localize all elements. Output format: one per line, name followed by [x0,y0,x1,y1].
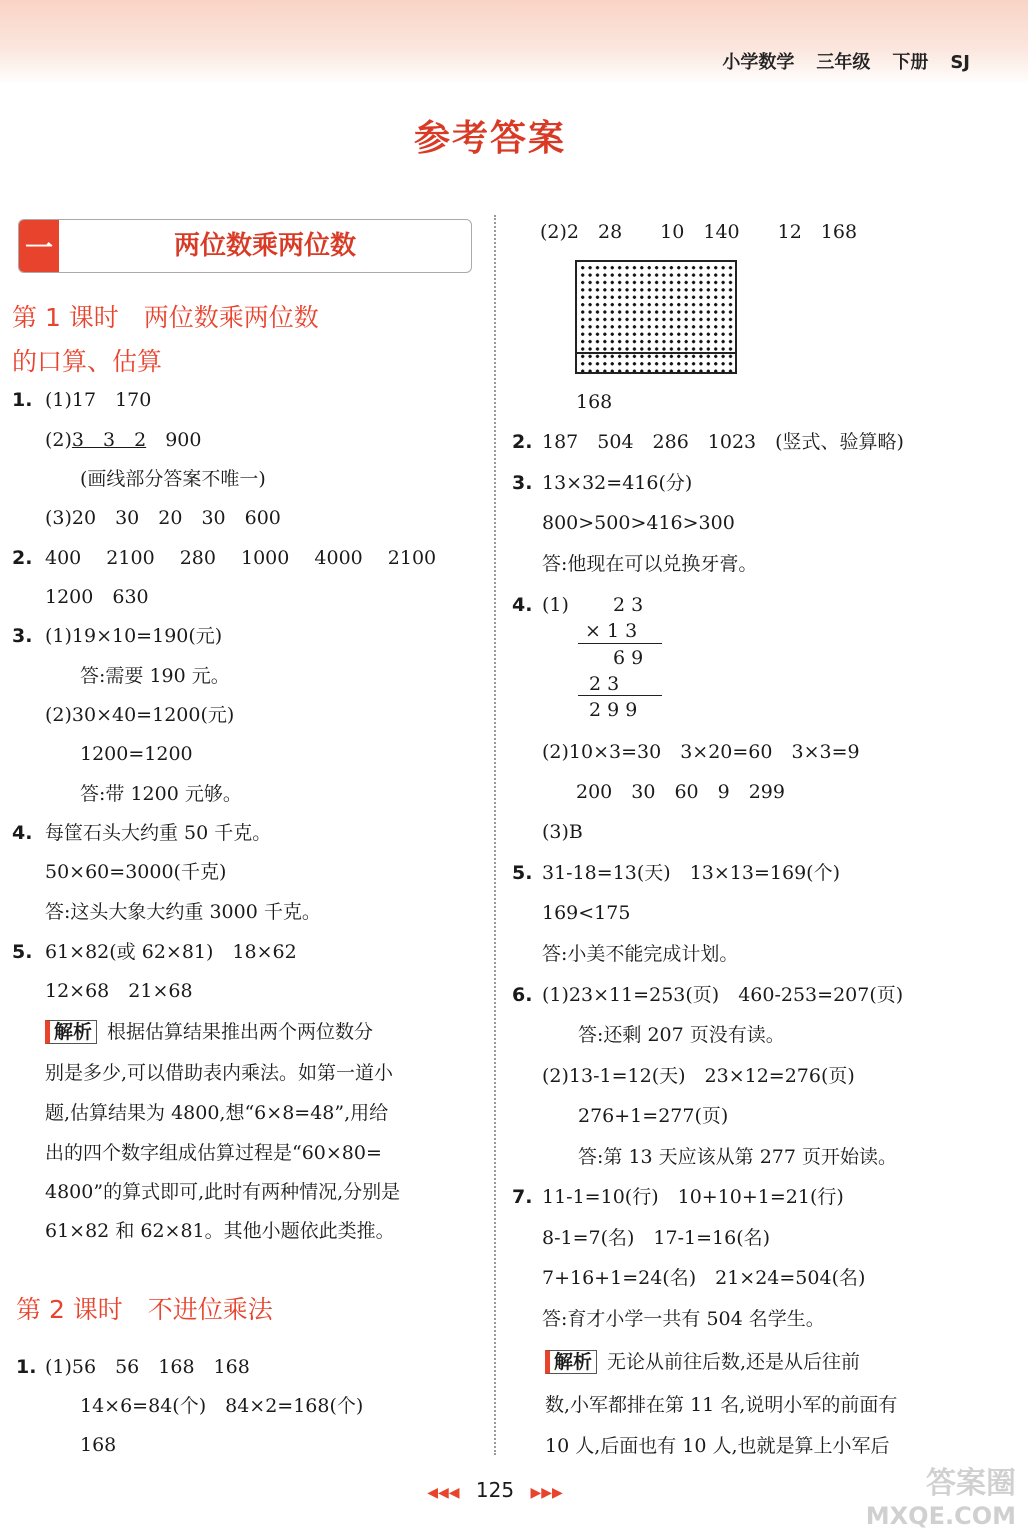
page-number: 125 [475,1478,515,1502]
m1-line1: (1)56 56 168 168 [45,1356,250,1378]
q1-part2 [45,428,201,452]
vertical-mult-row4: 2 3 [589,673,620,695]
analysis-tag: 解析 [45,1020,97,1044]
r-analysis-line2: 数,小军都排在第 11 名,说明小军的前面有 [545,1394,898,1416]
r5-line3: 答:小美不能完成计划。 [542,943,739,965]
book-header [700,48,970,74]
q3-line4: 1200=1200 [80,743,193,765]
prev-arrows-icon: ◀◀◀ [427,1485,460,1501]
q5-line2: 12×68 21×68 [45,980,193,1002]
m1-line2: 14×6=84(个) 84×2=168(个) [80,1395,364,1417]
watermark-line1: 答案圈 [926,1466,1016,1501]
q1-part2-suffix: 900 [146,429,202,451]
analysis-line6: 61×82 和 62×81。其他小题依此类推。 [45,1220,395,1242]
unit-banner [18,219,472,273]
vertical-mult-row1: 2 3 [613,594,644,616]
q1-note: (画线部分答案不唯一) [80,468,266,490]
r6-line4: 276+1=277(页) [578,1105,729,1127]
unit-title: 两位数乘两位数 [173,231,356,261]
r6-line1: (1)23×11=253(页) 460-253=207(页) [542,984,904,1006]
vertical-mult-row2: × 1 3 [585,620,638,642]
volume: 下册 [892,52,929,73]
q1-part3: (3)20 30 20 30 600 [45,507,281,529]
vertical-mult-row5: 2 9 9 [589,699,638,721]
q4-line3: 答:这头大象大约重 3000 千克。 [45,901,321,923]
analysis-line5: 4800”的算式即可,此时有两种情况,分别是 [45,1181,401,1203]
r6-line3: (2)13-1=12(天) 23×12=276(页) [542,1065,855,1087]
r3-line1: 13×32=416(分) [542,472,693,494]
r6-number: 6. [512,984,533,1006]
watermark-line2: MXQE.COM [865,1502,1016,1530]
r-part2-line: (2)2 28 10 140 12 168 [540,221,858,243]
r3-line3: 答:他现在可以兑换牙膏。 [542,553,758,575]
analysis-line1 [45,1020,373,1044]
column-divider [494,215,496,1455]
vertical-mult-rule1 [578,643,662,644]
lesson-2-title: 第 2 课时 不进位乘法 [16,1295,273,1324]
r5-line2: 169<175 [542,902,631,924]
vertical-mult-rule2 [578,695,662,696]
q3-line1: (1)19×10=190(元) [45,625,223,647]
q2-line1: 400 2100 280 1000 4000 2100 [45,547,437,569]
vertical-mult-row3: 6 9 [613,647,644,669]
dot-array-split-line [575,352,737,354]
r2-number: 2. [512,431,533,453]
analysis-text-1: 根据估算结果推出两个两位数分 [107,1021,374,1043]
r7-number: 7. [512,1186,533,1208]
r6-line2: 答:还剩 207 页没有读。 [578,1024,785,1046]
dot-array-figure [575,260,737,374]
lesson-1-title-line1: 第 1 课时 两位数乘两位数 [12,303,319,332]
watermark [866,1468,1016,1532]
unit-number: 一 [19,220,59,272]
analysis-line2: 别是多少,可以借助表内乘法。如第一道小 [45,1062,394,1084]
q1-number: 1. [12,389,33,411]
m1-number: 1. [16,1356,37,1378]
r7-line3: 7+16+1=24(名) 21×24=504(名) [542,1267,866,1289]
r7-line2: 8-1=7(名) 17-1=16(名) [542,1227,771,1249]
q3-line3: (2)30×40=1200(元) [45,704,235,726]
m1-line3: 168 [80,1434,117,1456]
r4-part2: (2)10×3=30 3×20=60 3×3=9 [542,741,860,763]
grade: 三年级 [816,52,871,73]
q1-part1: (1)17 170 [45,389,152,411]
r-analysis-line3: 10 人,后面也有 10 人,也就是算上小军后 [545,1435,890,1457]
r4-part3: (3)B [542,821,583,843]
r6-line5: 答:第 13 天应该从第 277 页开始读。 [578,1146,898,1168]
r4-part1: (1) [542,594,569,616]
q4-number: 4. [12,822,33,844]
subject: 小学数学 [722,52,795,73]
q2-line2: 1200 630 [45,586,149,608]
r-analysis-tag: 解析 [545,1350,597,1374]
r7-line4: 答:育才小学一共有 504 名学生。 [542,1308,825,1330]
r3-line2: 800>500>416>300 [542,512,735,534]
r-analysis-line1 [545,1350,860,1374]
next-arrows-icon: ▶▶▶ [530,1485,563,1501]
r-analysis-text-1: 无论从前往后数,还是从后往前 [607,1351,861,1373]
q2-number: 2. [12,547,33,569]
q4-line2: 50×60=3000(千克) [45,861,227,883]
q5-line1: 61×82(或 62×81) 18×62 [45,941,297,963]
lesson-1-title-line2: 的口算、估算 [12,347,163,376]
analysis-line3: 题,估算结果为 4800,想“6×8=48”,用给 [45,1102,389,1124]
r3-number: 3. [512,472,533,494]
page-title: 参考答案 [413,118,566,159]
r5-line1: 31-18=13(天) 13×13=169(个) [542,862,840,884]
page-footer [0,1478,990,1502]
dot-array-total: 168 [576,391,613,413]
r4-part2-values: 200 30 60 9 299 [576,781,785,803]
q4-line1: 每筐石头大约重 50 千克。 [45,822,272,844]
q1-part2-underlined: 3 3 2 [71,429,147,451]
q3-line5: 答:带 1200 元够。 [80,783,242,805]
r2-line1: 187 504 286 1023 (竖式、验算略) [542,431,904,453]
r5-number: 5. [512,862,533,884]
r4-number: 4. [512,594,533,616]
q5-number: 5. [12,941,33,963]
q3-number: 3. [12,625,33,647]
analysis-line4: 出的四个数字组成估算过程是“60×80= [45,1142,382,1164]
q3-line2: 答:需要 190 元。 [80,665,230,687]
q1-part2-prefix: (2) [45,429,72,451]
r7-line1: 11-1=10(行) 10+10+1=21(行) [542,1186,844,1208]
edition: SJ [950,52,970,73]
